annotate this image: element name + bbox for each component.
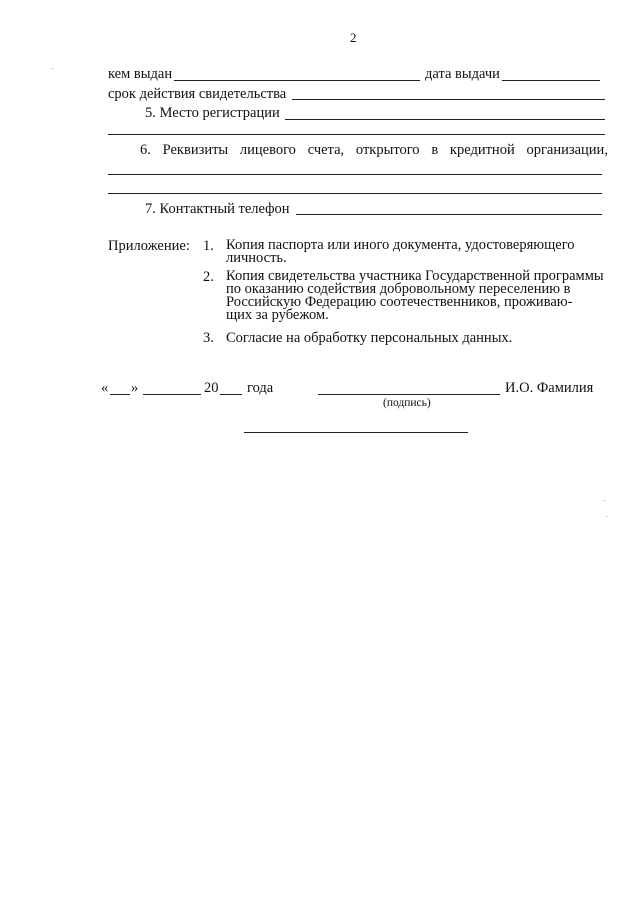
registration-label: 5. Место регистрации <box>145 105 280 121</box>
account-word: счета, <box>307 142 345 158</box>
phone-label: 7. Контактный телефон <box>145 201 290 217</box>
account-word: организации, <box>526 142 608 158</box>
account-word: лицевого <box>239 142 296 158</box>
account-word: открытого <box>355 142 420 158</box>
appendix-item-number: 3. <box>203 330 214 346</box>
appendix-item-line: личность. <box>226 250 287 266</box>
registration-line[interactable] <box>285 119 605 120</box>
account-word: Реквизиты <box>162 142 229 158</box>
issued-by-line[interactable] <box>174 80 420 81</box>
appendix-label: Приложение: <box>108 238 190 254</box>
account-details-label <box>140 142 608 158</box>
month-line[interactable] <box>143 394 201 395</box>
page-number: 2 <box>350 30 357 45</box>
scan-speck <box>606 516 607 517</box>
issue-date-line[interactable] <box>502 80 600 81</box>
validity-label: срок действия свидетельства <box>108 86 287 102</box>
date-open-quote: « <box>101 380 109 396</box>
account-word: кредитной <box>449 142 515 158</box>
account-word: в <box>431 142 439 158</box>
appendix-item-line: по оказанию содействия добровольному переселению в <box>226 281 571 297</box>
year-line[interactable] <box>220 394 242 395</box>
appendix-item-line: Копия свидетельства участника Государственной программы <box>226 268 604 284</box>
year-suffix: года <box>247 380 274 396</box>
account-line-1[interactable] <box>108 174 602 175</box>
scan-speck <box>604 500 605 501</box>
closing-divider <box>244 432 468 433</box>
account-line-2[interactable] <box>108 193 602 194</box>
signature-line[interactable] <box>318 394 500 395</box>
appendix-item-number: 2. <box>203 269 214 285</box>
account-word: 6. <box>140 142 151 158</box>
issued-by-label: кем выдан <box>108 66 173 82</box>
appendix-item-line: Копия паспорта или иного документа, удостоверяющего <box>226 237 575 253</box>
year-prefix: 20 <box>204 380 219 396</box>
registration-line-2[interactable] <box>108 134 605 135</box>
day-line[interactable] <box>110 394 130 395</box>
signature-caption: (подпись) <box>383 397 431 409</box>
issue-date-label: дата выдачи <box>425 66 500 82</box>
appendix-item-3: Согласие на обработку персональных данных. <box>226 330 513 346</box>
scan-speck <box>52 68 53 69</box>
appendix-item-line: щих за рубежом. <box>226 307 329 323</box>
signer-name: И.О. Фамилия <box>505 380 594 396</box>
phone-line[interactable] <box>296 214 602 215</box>
validity-line[interactable] <box>292 99 605 100</box>
appendix-item-number: 1. <box>203 238 214 254</box>
date-close-quote: » <box>131 380 139 396</box>
appendix-item-line: Российскую Федерацию соотечественников, проживаю- <box>226 294 573 310</box>
